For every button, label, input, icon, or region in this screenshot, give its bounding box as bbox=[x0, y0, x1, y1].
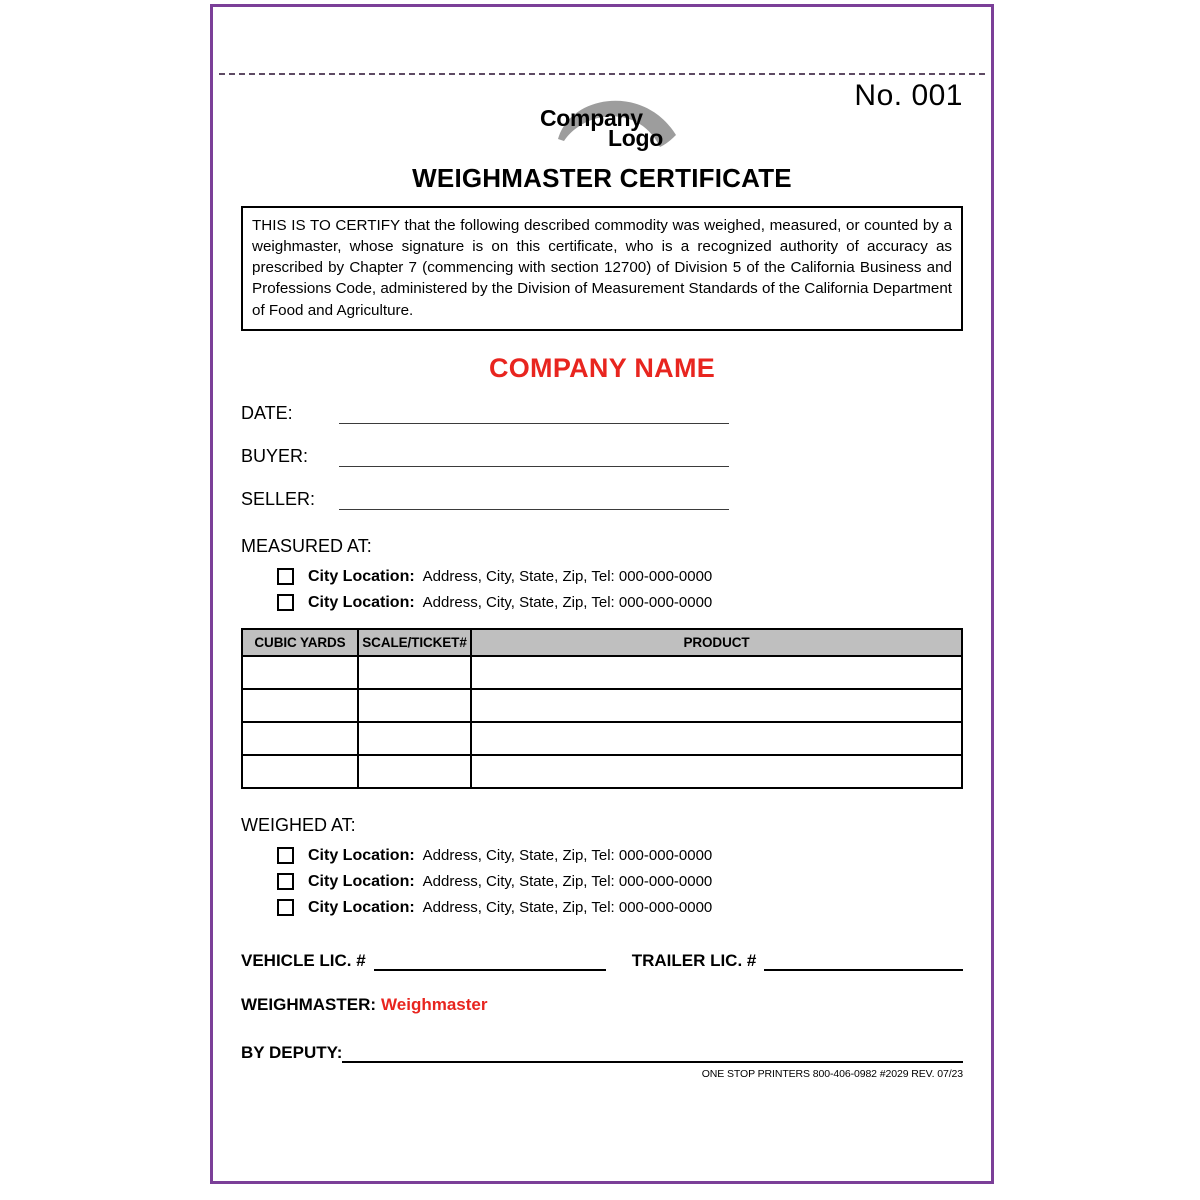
weighmaster-label: WEIGHMASTER: bbox=[241, 994, 377, 1014]
cell-product[interactable] bbox=[471, 755, 962, 788]
field-date bbox=[241, 402, 963, 424]
page-title: WEIGHMASTER CERTIFICATE bbox=[412, 163, 792, 193]
cell-scale-ticket[interactable] bbox=[358, 755, 471, 788]
deputy-input[interactable] bbox=[342, 1042, 963, 1063]
table-row bbox=[242, 755, 962, 788]
field-date-input[interactable] bbox=[339, 406, 729, 424]
weighed-at-location-2[interactable] bbox=[277, 873, 963, 891]
measured-2-city: City Location: bbox=[308, 593, 415, 611]
checkbox-measured-1[interactable] bbox=[277, 568, 294, 585]
field-buyer-label: BUYER: bbox=[241, 445, 309, 466]
field-date-label: DATE: bbox=[241, 402, 293, 423]
certification-statement: THIS IS TO CERTIFY that the following described commodity was weighed, measured, or counted by a weighmaster, whose signature is on this certificate, who is a recognized authority of accuracy as prescribed by Chapter 7 (commencing with section 12700) of Division 5 of the California Business and Professions Code, administered by the Division of Measurement Standards of the California Department of Food and Agriculture. bbox=[241, 206, 963, 331]
weighed-1-city: City Location: bbox=[308, 846, 415, 864]
measured-1-address: Address, City, State, Zip, Tel: 000-000-0000 bbox=[422, 568, 713, 586]
certificate-header bbox=[241, 77, 963, 163]
weighed-at-label: WEIGHED AT: bbox=[241, 814, 356, 835]
weighmaster-row bbox=[241, 995, 963, 1015]
cell-cubic-yards[interactable] bbox=[242, 656, 358, 689]
weighed-at-location-1[interactable] bbox=[277, 847, 963, 865]
deputy-row bbox=[241, 1039, 963, 1063]
weighed-at-location-3[interactable] bbox=[277, 899, 963, 917]
checkbox-weighed-1[interactable] bbox=[277, 847, 294, 864]
weighed-1-address: Address, City, State, Zip, Tel: 000-000-0000 bbox=[422, 847, 713, 865]
vehicle-lic-label: VEHICLE LIC. # bbox=[241, 950, 366, 970]
company-name: COMPANY NAME bbox=[488, 352, 716, 383]
logo-text-company: Company bbox=[540, 105, 643, 131]
deputy-label: BY DEPUTY: bbox=[241, 1042, 343, 1062]
field-seller bbox=[241, 488, 963, 510]
vehicle-lic-input[interactable] bbox=[374, 950, 606, 971]
checkbox-weighed-3[interactable] bbox=[277, 899, 294, 916]
perforation-tear-line bbox=[219, 73, 985, 75]
printer-footer: ONE STOP PRINTERS 800-406-0982 #2029 REV. 07/23 bbox=[701, 1067, 963, 1080]
measured-at-label: MEASURED AT: bbox=[241, 535, 372, 556]
checkbox-measured-2[interactable] bbox=[277, 594, 294, 611]
license-row bbox=[241, 947, 963, 971]
field-seller-label: SELLER: bbox=[241, 488, 316, 509]
serial-number: No. 001 bbox=[854, 79, 963, 112]
field-seller-input[interactable] bbox=[339, 492, 729, 510]
table-row bbox=[242, 689, 962, 722]
trailer-lic-label: TRAILER LIC. # bbox=[631, 950, 757, 970]
cell-cubic-yards[interactable] bbox=[242, 689, 358, 722]
column-header-cubic-yards: CUBIC YARDS bbox=[242, 629, 358, 656]
cell-product[interactable] bbox=[471, 656, 962, 689]
cell-cubic-yards[interactable] bbox=[242, 722, 358, 755]
field-buyer bbox=[241, 445, 963, 467]
trailer-lic-input[interactable] bbox=[764, 950, 963, 971]
cell-scale-ticket[interactable] bbox=[358, 656, 471, 689]
cell-scale-ticket[interactable] bbox=[358, 722, 471, 755]
cell-product[interactable] bbox=[471, 722, 962, 755]
table-header-row bbox=[242, 629, 962, 656]
measured-at-location-2[interactable] bbox=[277, 594, 963, 612]
weighed-3-address: Address, City, State, Zip, Tel: 000-000-0000 bbox=[422, 899, 713, 917]
product-table bbox=[241, 628, 963, 789]
certificate-page bbox=[210, 4, 994, 1184]
logo-text-logo: Logo bbox=[608, 125, 663, 151]
cell-product[interactable] bbox=[471, 689, 962, 722]
table-row bbox=[242, 656, 962, 689]
measured-2-address: Address, City, State, Zip, Tel: 000-000-0000 bbox=[422, 594, 713, 612]
weighmaster-value: Weighmaster bbox=[381, 994, 488, 1014]
weighed-2-address: Address, City, State, Zip, Tel: 000-000-0000 bbox=[422, 873, 713, 891]
checkbox-weighed-2[interactable] bbox=[277, 873, 294, 890]
cell-scale-ticket[interactable] bbox=[358, 689, 471, 722]
measured-1-city: City Location: bbox=[308, 567, 415, 585]
field-buyer-input[interactable] bbox=[339, 449, 729, 467]
certificate-content bbox=[213, 77, 991, 1181]
company-logo bbox=[536, 77, 716, 161]
cell-cubic-yards[interactable] bbox=[242, 755, 358, 788]
weighed-3-city: City Location: bbox=[308, 898, 415, 916]
column-header-product: PRODUCT bbox=[471, 629, 962, 656]
weighed-2-city: City Location: bbox=[308, 872, 415, 890]
measured-at-location-1[interactable] bbox=[277, 568, 963, 586]
table-row bbox=[242, 722, 962, 755]
column-header-scale-ticket: SCALE/TICKET# bbox=[358, 629, 471, 656]
